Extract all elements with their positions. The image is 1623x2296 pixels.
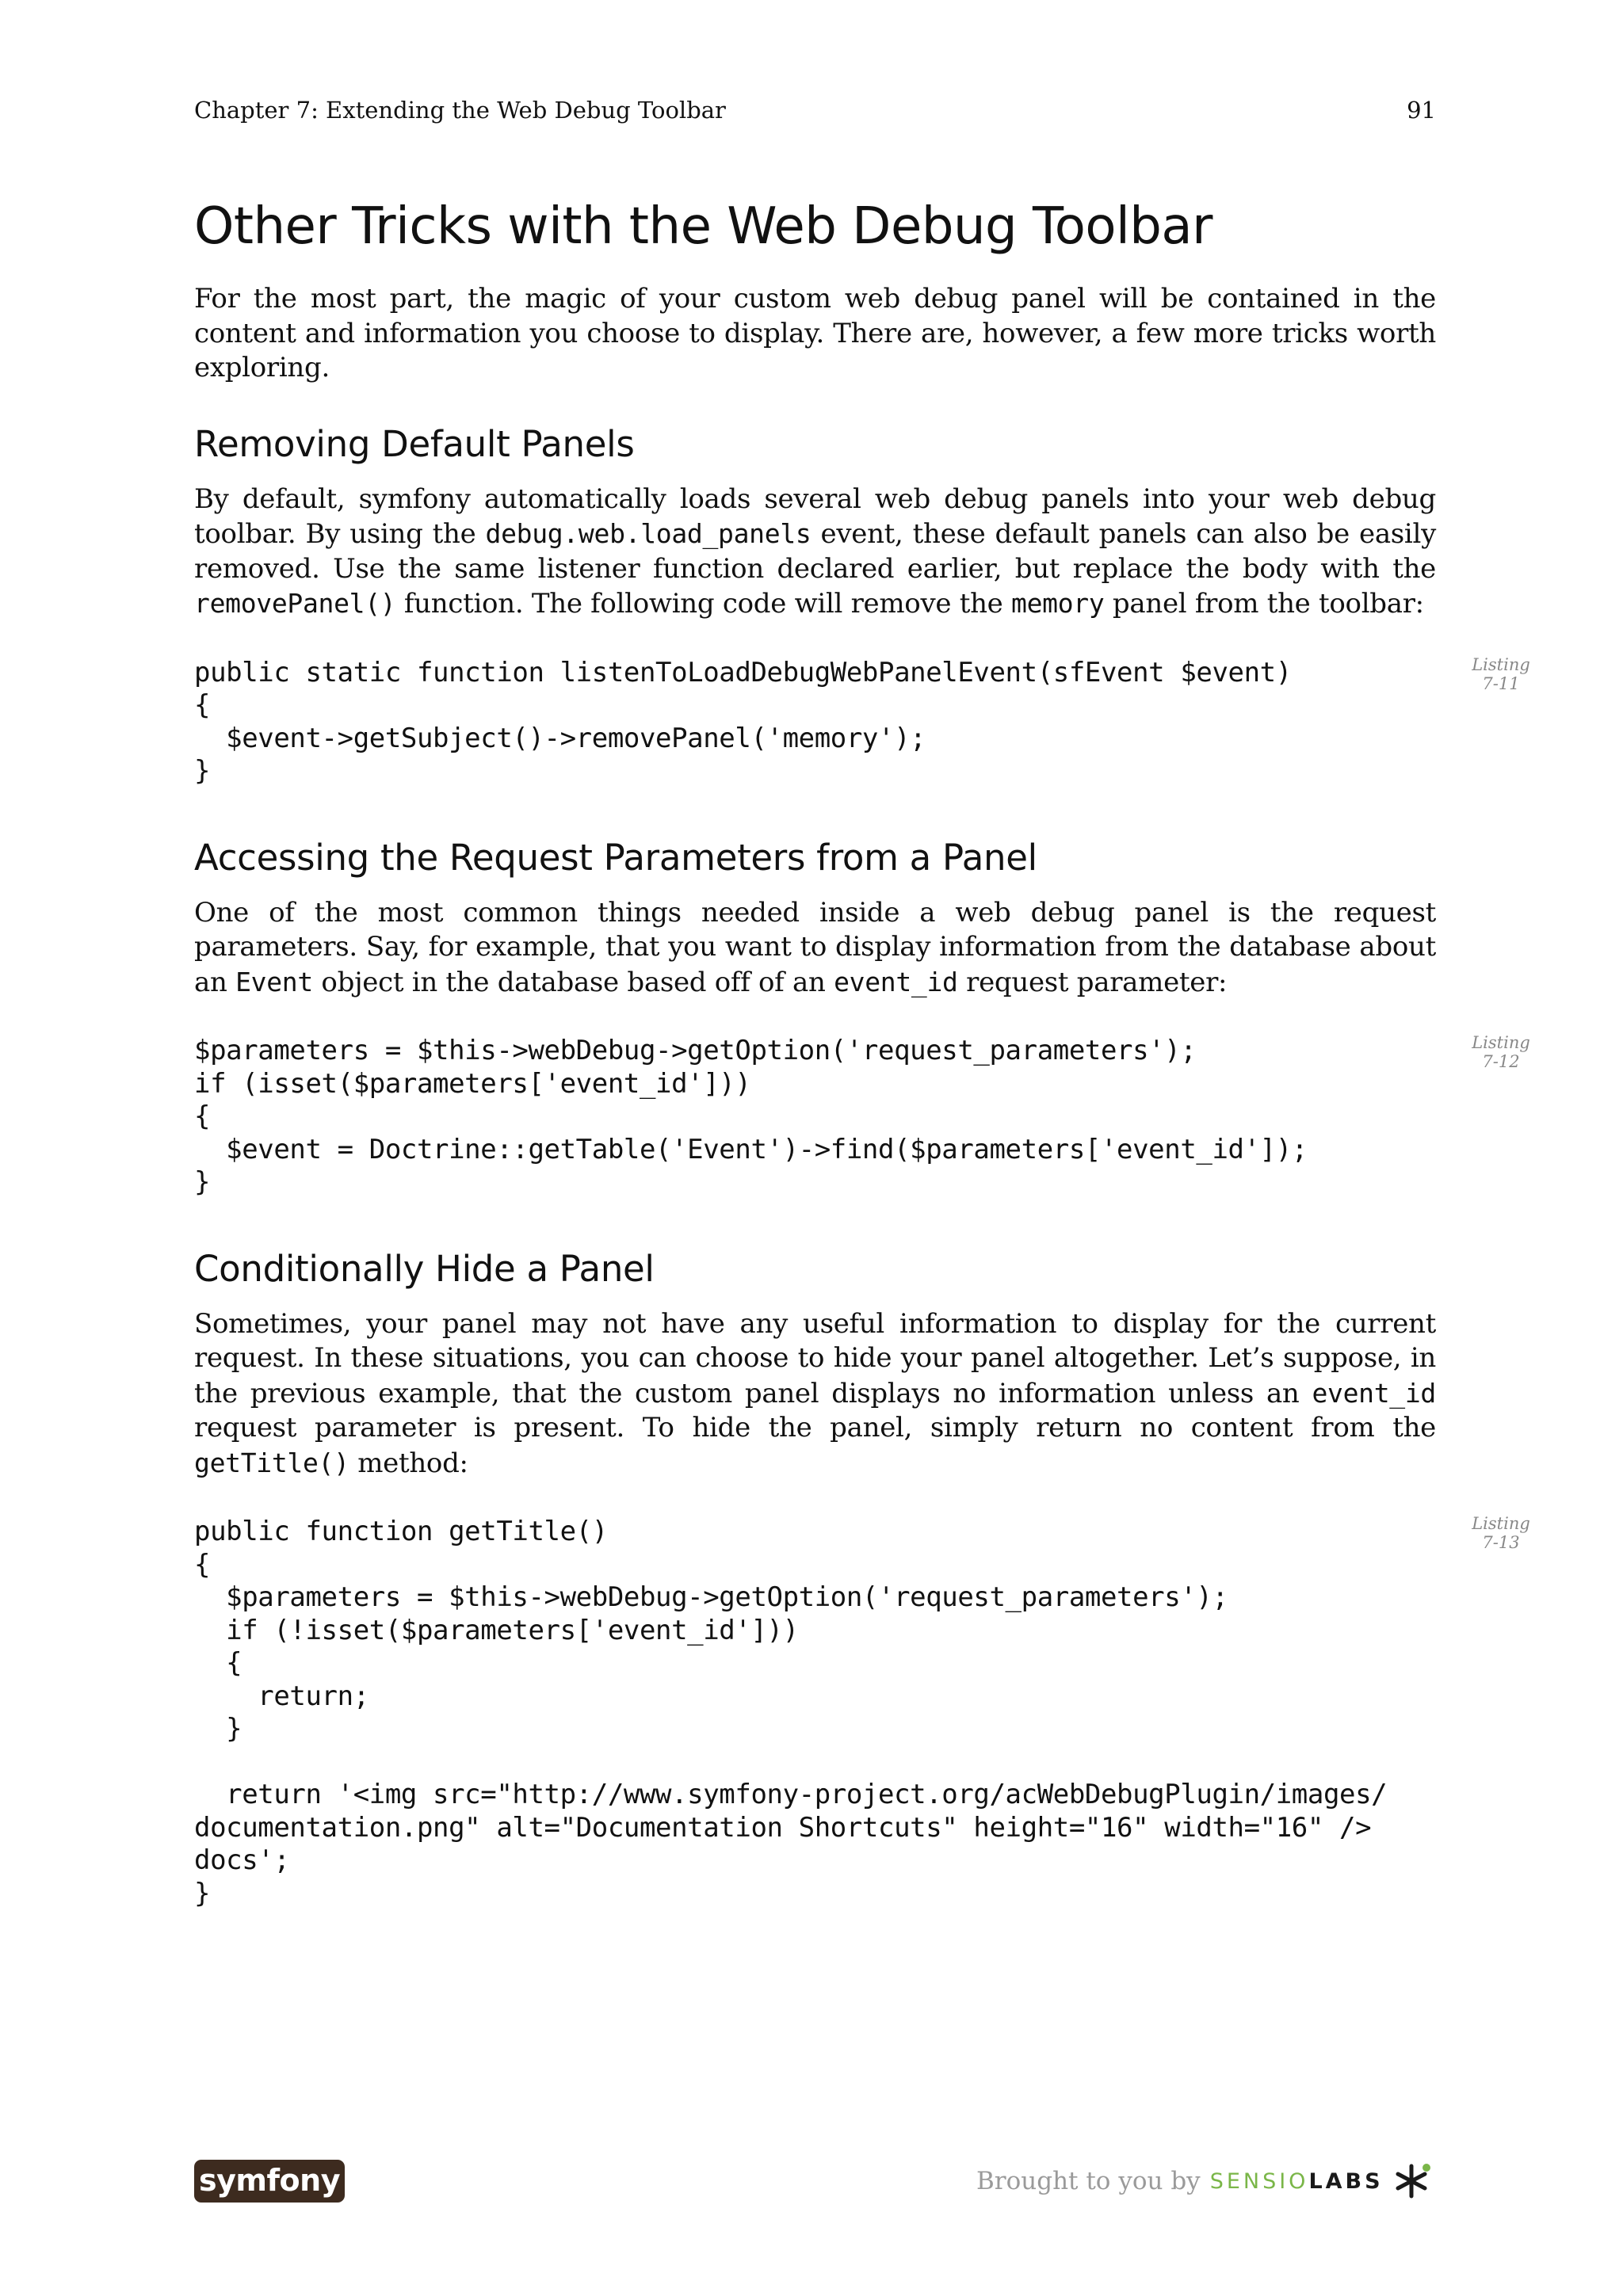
inline-code: debug.web.load_panels <box>485 518 812 549</box>
sensio-text: SENSIO <box>1209 2168 1309 2194</box>
inline-code: Event <box>235 966 313 997</box>
conditional-paragraph: Sometimes, your panel may not have any useful information to display for the current request. In these situations, you can choose to hide your panel altogether. Let’s suppose, in the previous example, that the custom panel displays no information unless an event_id request parameter is present. To hide the panel, simply return no content from the getTitle() method: <box>194 1307 1436 1479</box>
sensiolabs-logo-icon <box>1392 2161 1431 2201</box>
code-listing-7-12 <box>194 1033 1530 1199</box>
inline-code: event_id <box>1312 1377 1436 1409</box>
chapter-title: Chapter 7: Extending the Web Debug Toolbar <box>194 97 726 124</box>
code-listing-7-13 <box>194 1514 1530 1910</box>
code-block: public static function listenToLoadDebugWebPanelEvent(sfEvent $event) { $event->getSubject()->removePanel('memory'); } <box>194 656 1292 787</box>
code-block: public function getTitle() { $parameters = $this->webDebug->getOption('request_parameters'); if (!isset($parameters['event_id'])) { return; } return '<img src="http://www.symfony-project.org/acWebDebugPlugin/images/ documentation.png" alt="Documentation Shortcuts" height="16" width="16" /> docs'; } <box>194 1516 1388 1909</box>
listing-label: Listing 7-13 <box>1472 1514 1530 1552</box>
running-header <box>194 97 1436 128</box>
inline-code: event_id <box>834 966 958 997</box>
labs-text: LABS <box>1308 2168 1384 2194</box>
inline-code: removePanel() <box>194 588 396 619</box>
listing-label: Listing 7-11 <box>1472 654 1530 693</box>
main-content <box>194 189 1530 1956</box>
inline-code: memory <box>1011 588 1105 619</box>
accessing-paragraph: One of the most common things needed inside a web debug panel is the request parameters. Say, for example, that you want to display information from the database about an Event object in the database based off of an event_id request parameter: <box>194 896 1436 998</box>
intro-paragraph: For the most part, the magic of your custom web debug panel will be contained in the content and information you choose to display. There are, however, a few more tricks worth exploring. <box>194 283 1436 383</box>
section-title: Other Tricks with the Web Debug Toolbar <box>194 197 1212 256</box>
heading-removing-default-panels: Removing Default Panels <box>194 422 635 465</box>
heading-accessing-request-parameters: Accessing the Request Parameters from a Panel <box>194 836 1037 879</box>
page-number: 91 <box>1407 97 1436 124</box>
code-listing-7-11 <box>194 654 1530 788</box>
code-block: $parameters = $this->webDebug->getOption('request_parameters'); if (isset($parameters['event_id'])) { $event = Doctrine::getTable('Event')->find($parameters['event_id']); } <box>194 1035 1308 1198</box>
removing-paragraph: By default, symfony automatically loads several web debug panels into your web debug toolbar. By using the debug.web.load_panels event, these default panels can also be easily removed. Use the same listener function declared earlier, but replace the body with the removePanel() function. The following code will remove the memory panel from the toolbar: <box>194 482 1436 620</box>
inline-code: getTitle() <box>194 1447 349 1478</box>
brought-text: Brought to you by <box>976 2167 1201 2195</box>
listing-label: Listing 7-12 <box>1472 1033 1530 1071</box>
symfony-logo: symfony <box>194 2160 345 2203</box>
footer-credit <box>976 2160 1431 2203</box>
heading-conditionally-hide-panel: Conditionally Hide a Panel <box>194 1247 655 1290</box>
